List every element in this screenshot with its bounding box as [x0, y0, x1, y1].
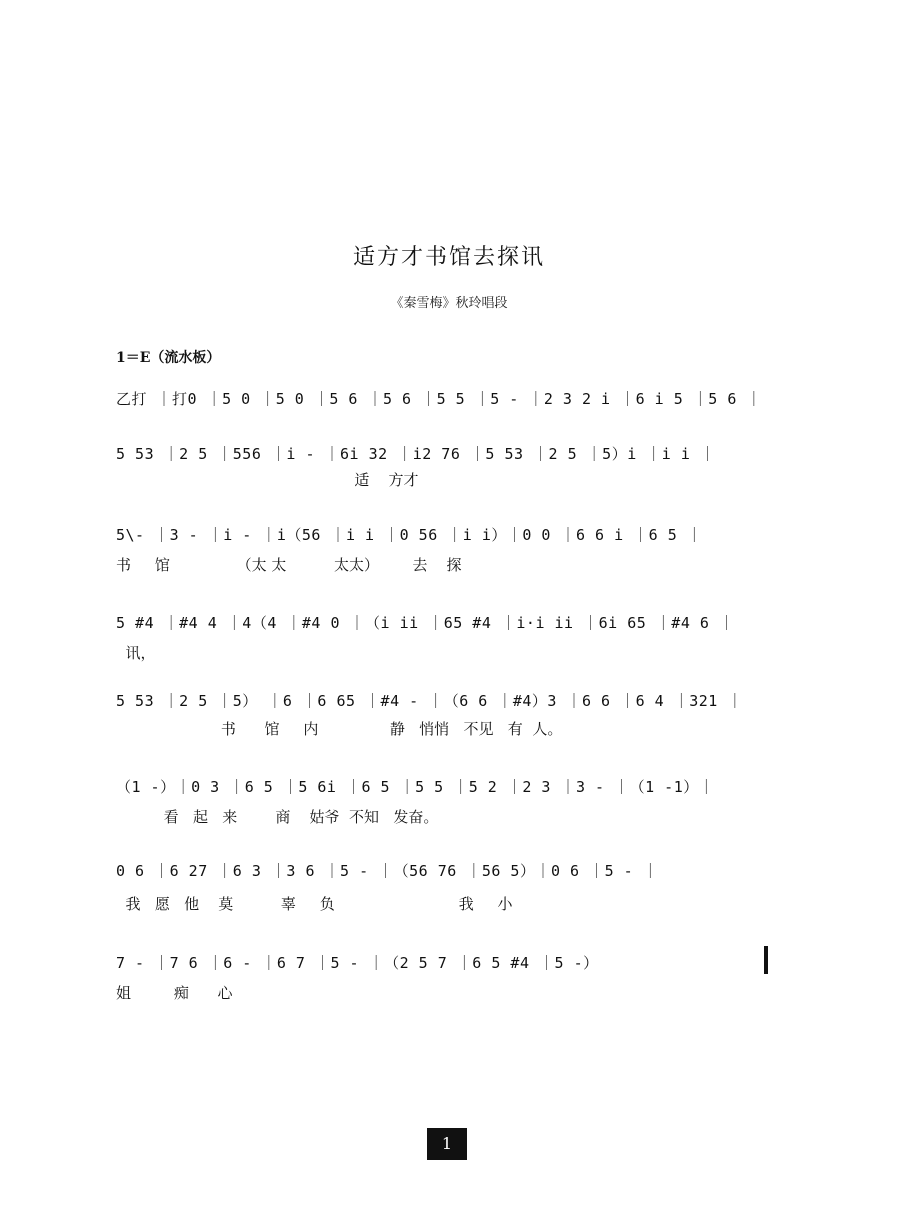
notation-line: 5\- ｜3 - ｜i - ｜i（56 ｜i i ｜0 56 ｜i i）｜0 0 ｜6 6 i ｜6 5 ｜	[116, 526, 703, 544]
lyrics-line: 书 馆 内 静 悄悄 不见 有 人。	[116, 720, 563, 738]
page-title: 适方才书馆去探讯	[352, 245, 545, 270]
lyrics-line: 适 方才	[116, 471, 419, 489]
notation-line: 5 #4 ｜#4 4 ｜4（4 ｜#4 0 ｜（i ii ｜65 #4 ｜i·i ii ｜6i 65 ｜#4 6 ｜	[116, 614, 735, 632]
notation-line: 乙打 ｜打0 ｜5 0 ｜5 0 ｜5 6 ｜5 6 ｜5 5 ｜5 - ｜2 3 2 i ｜6 i 5 ｜5 6 ｜	[116, 390, 762, 408]
notation-line: 0 6 ｜6 27 ｜6 3 ｜3 6 ｜5 - ｜（56 76 ｜56 5）｜0 6 ｜5 - ｜	[116, 862, 659, 880]
notation-line: 5 53 ｜2 5 ｜556 ｜i - ｜6i 32 ｜i2 76 ｜5 53 ｜2 5 ｜5）i ｜i i ｜	[116, 445, 716, 463]
key-signature: 1＝E（流水板）	[116, 350, 221, 366]
lyrics-line: 我 愿 他 莫 辜 负 我 小	[116, 895, 513, 913]
notation-line: 5 53 ｜2 5 ｜5） ｜6 ｜6 65 ｜#4 - ｜（6 6 ｜#4）3 ｜6 6 ｜6 4 ｜321 ｜	[116, 692, 743, 710]
lyrics-line: 看 起 来 商 姑爷 不知 发奋。	[116, 808, 439, 826]
lyrics-line: 讯，	[116, 644, 156, 662]
lyrics-line: 书 馆 （太 太 太太） 去 探	[116, 556, 462, 574]
notation-line: 7 - ｜7 6 ｜6 - ｜6 7 ｜5 - ｜（2 5 7 ｜6 5 #4 ｜5 -）	[116, 954, 599, 972]
final-barline	[764, 946, 768, 974]
page-number: 1	[427, 1128, 467, 1160]
notation-line: （1 -）｜0 3 ｜6 5 ｜5 6i ｜6 5 ｜5 5 ｜5 2 ｜2 3 ｜3 - ｜（1 -1）｜	[116, 778, 715, 796]
page-subtitle: 《秦雪梅》秋玲唱段	[390, 296, 508, 311]
lyrics-line: 姐 痴 心	[116, 984, 233, 1002]
